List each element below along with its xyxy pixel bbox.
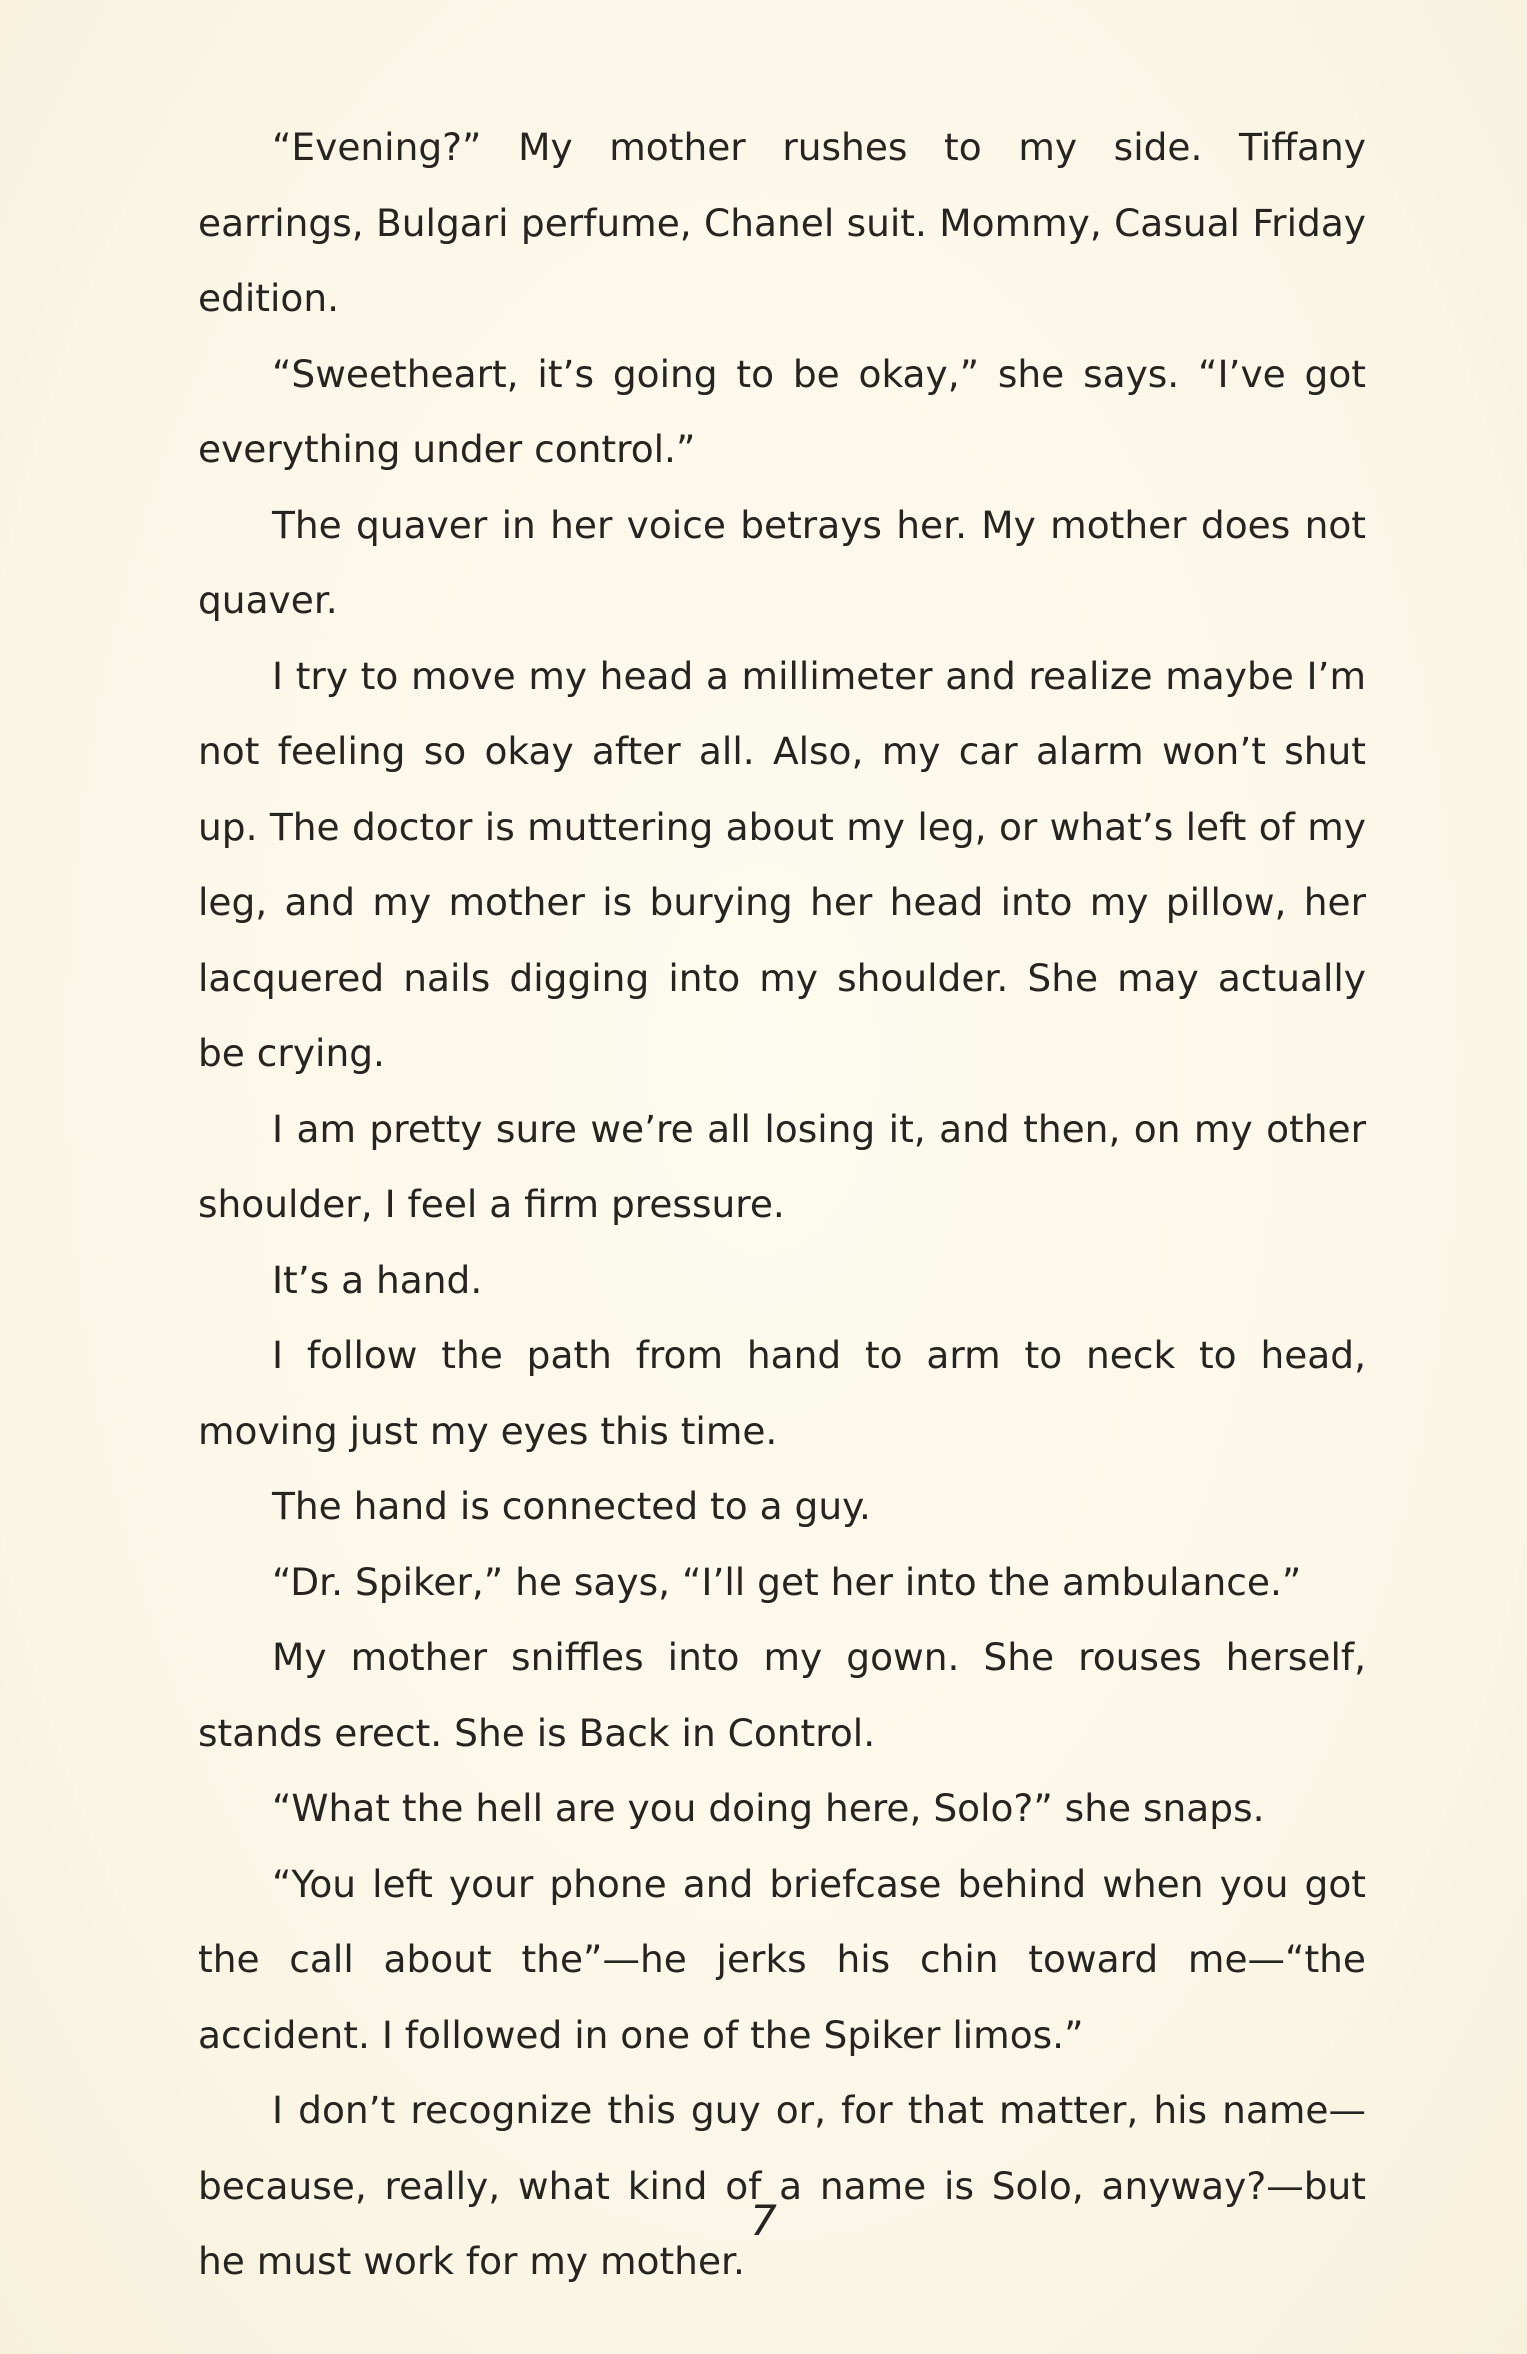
paragraph: I try to move my head a millimeter and realize maybe I’m not feeling so okay after all. Also, my car alarm won’t shut up. The doctor is muttering about my leg, or what’s left of my leg, and my mother is burying her head into my pillow, her lacquered nails digging into my shoulder. She may actually be crying. (198, 653, 1366, 1075)
paragraph: “Dr. Spiker,” he says, “I’ll get her into the ambulance.” (272, 1559, 1302, 1604)
page-number: 7 (750, 2196, 777, 2245)
paragraph: I don’t recognize this guy or, for that matter, his name—because, really, what kind of a name is Solo, anyway?—but he must work for my mother. (198, 2088, 1366, 2283)
paragraph: It’s a hand. (272, 1257, 483, 1302)
paragraph: “Sweetheart, it’s going to be okay,” she says. “I’ve got everything under control.” (198, 351, 1366, 471)
paragraph: I am pretty sure we’re all losing it, and then, on my other shoulder, I feel a firm pressure. (198, 1106, 1366, 1226)
paragraph: “Evening?” My mother rushes to my side. Tiffany earrings, Bulgari perfume, Chanel suit. Mommy, Casual Friday edition. (198, 125, 1366, 320)
paragraph: I follow the path from hand to arm to neck to head, moving just my eyes this time. (198, 1333, 1366, 1453)
body-text (198, 110, 1366, 2300)
paragraph: “What the hell are you doing here, Solo?” she snaps. (272, 1786, 1265, 1830)
paragraph: “You left your phone and briefcase behind when you got the call about the”—he jerks his chin toward me—“the accident. I followed in one of the Spiker limos.” (198, 1861, 1366, 2057)
paragraph: My mother sniffles into my gown. She rouses herself, stands erect. She is Back in Control. (198, 1635, 1366, 1755)
paragraph: The quaver in her voice betrays her. My mother does not quaver. (198, 502, 1366, 622)
paragraph: The hand is connected to a guy. (272, 1484, 871, 1528)
